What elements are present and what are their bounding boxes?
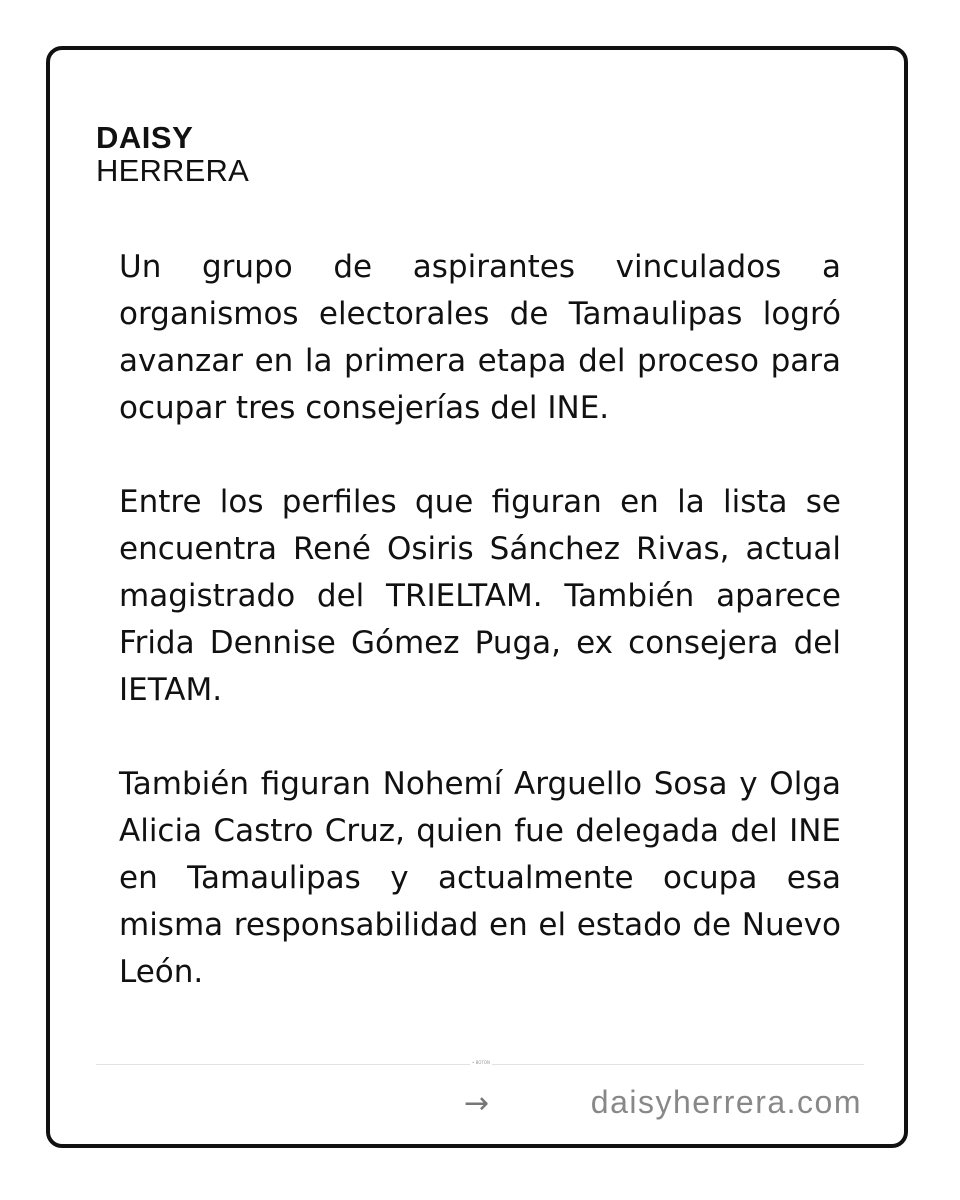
article-body — [119, 244, 841, 1043]
paragraph-2: Entre los perfiles que figuran en la lista se encuentra René Osiris Sánchez Rivas, actual magistrado del TRIELTAM. También aparece Frida Dennise Gómez Puga, ex consejera del IETAM. — [119, 484, 841, 708]
website-link[interactable]: daisyherrera.com — [590, 1084, 862, 1120]
paragraph-3: También figuran Nohemí Arguello Sosa y Olga Alicia Castro Cruz, quien fue delegada del INE en Tamaulipas y actualmente ocupa esa misma responsabilidad en el estado de Nuevo León. — [119, 766, 841, 990]
paragraph-1: Un grupo de aspirantes vinculados a organismos electorales de Tamaulipas logró avanzar en la primera etapa del proceso para ocupar tres consejerías del INE. — [119, 249, 841, 426]
brand-last-name: HERRERA — [96, 152, 249, 188]
brand-logo — [96, 122, 249, 187]
right-arrow-icon[interactable]: → — [464, 1086, 490, 1121]
brand-first-name: DAISY — [96, 120, 194, 155]
divider-mark: • BOTÓN — [472, 1060, 491, 1065]
